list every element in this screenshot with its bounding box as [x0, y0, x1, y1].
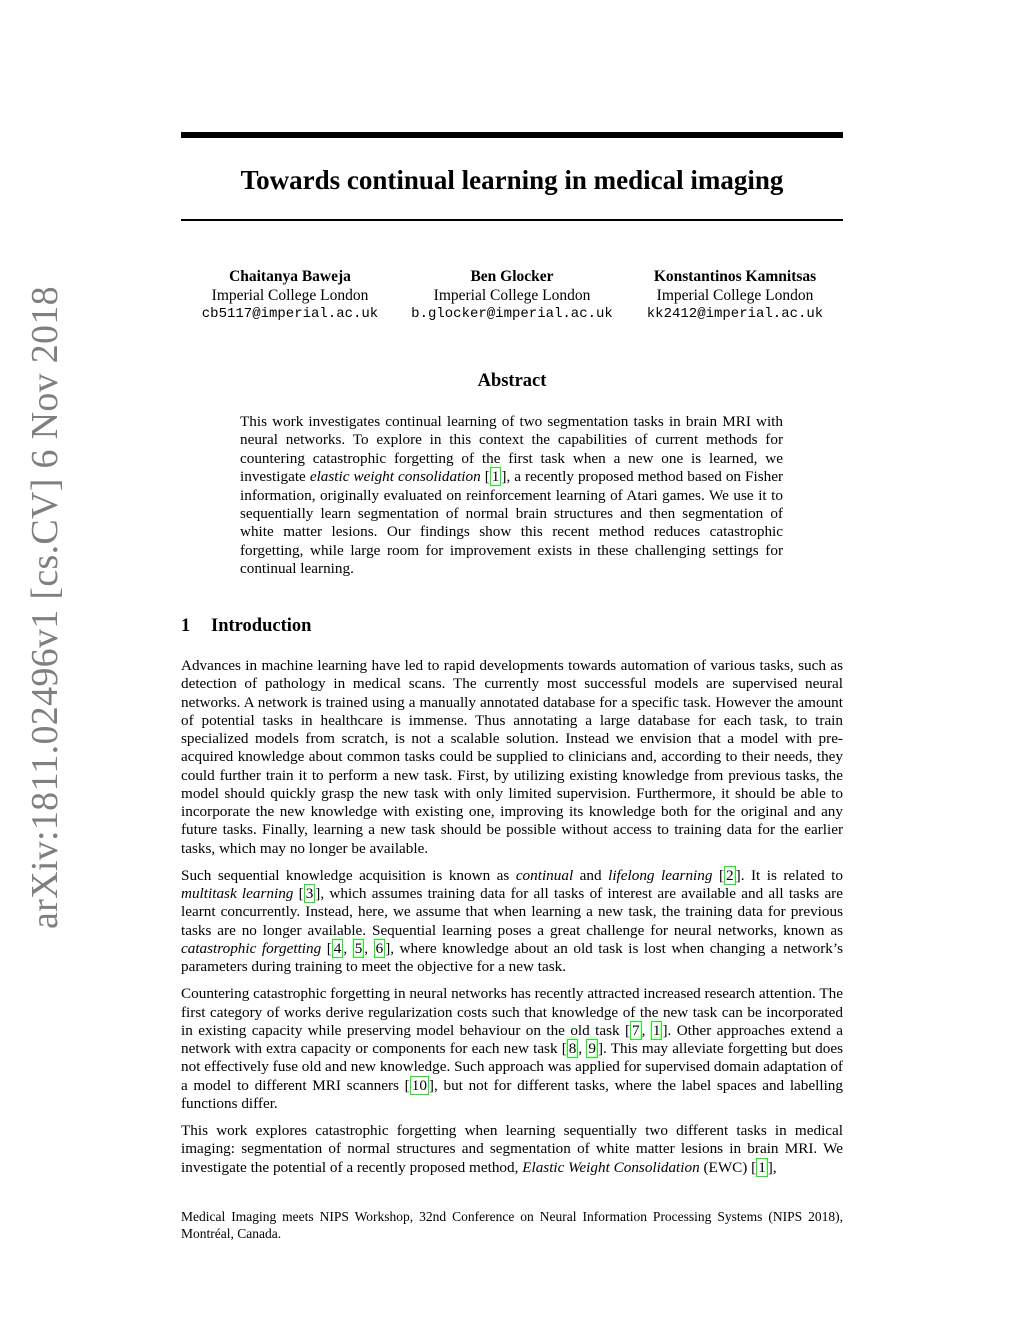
title-top-rule [181, 132, 843, 138]
citation-link[interactable]: 1 [758, 1158, 766, 1176]
author-name: Ben Glocker [470, 268, 554, 285]
author-affiliation: Imperial College London [211, 286, 369, 304]
section-heading [181, 614, 311, 638]
text-run: Countering catastrophic forgetting in neural networks has recently attracted increased research attention. The first category of works derive regularization costs such that knowledge of the new task can be incorporated in existing capacity while preserving model behaviour on the old task [181, 985, 843, 1039]
paper-title: Towards continual learning in medical imaging [240, 165, 784, 195]
section-title: Introduction [211, 616, 312, 636]
citation-link[interactable]: 8 [568, 1040, 577, 1057]
emphasis: Elastic Weight Consolidation [522, 1158, 700, 1176]
citation-link[interactable]: 7 [632, 1021, 640, 1039]
author-block [170, 268, 410, 324]
paragraph: Such sequential knowledge acquisition is known as continual and lifelong learning [ 2 ]. It is related to multitask learning [ 3 ], which assumes training data for all tasks of interest are available and all tasks are learnt concurrently. Instead, here, we assume that when learning a new task, the training data for previous tasks are no longer available. Sequential learning poses a great challenge for neural networks, known as catastrophic forgetting [ 4 , 5 , 6 ], where knowledge about an old task is lost when changing a network’s parameters during training to meet the objective for a new task. [181, 866, 844, 975]
citation-link[interactable]: 5 [354, 939, 363, 957]
citation-link[interactable]: 10 [411, 1076, 427, 1094]
citation-link[interactable]: 6 [375, 939, 384, 957]
paragraph: Countering catastrophic forgetting in neural networks has recently attracted increased research attention. The first category of works derive regularization costs such that knowledge of the new task can be incorporated in existing capacity while preserving model behaviour on the old task [ 7 , 1 ]. Other approaches extend a network with extra capacity or components for each new task [ 8 , 9 ]. This may alleviate forgetting but does not effectively fuse old and new knowledge. Such approach was applied for supervised domain adaptation of a model to different MRI scanners [ 10 ], but not for different tasks, where the label spaces and labelling functions differ. [181, 985, 843, 1112]
author-block [392, 268, 632, 324]
abstract-text: This work investigates continual learning of two segmentation tasks in brain MRI with neural networks. To explore in this context the capabilities of current methods for countering catastrophic forgetting of the first task when a new one is learned, we investigate elastic weight consolidation [ 1 ], a recently proposed method based on Fisher information, originally evaluated on reinforcement learning of Atari games. We use it to sequentially learn segmentation of normal brain structures and then segmentation of white matter lesions. Our findings show this recent method reduces catastrophic forgetting, while large room for improvement exists in these challenging settings for continual learning. [240, 413, 784, 578]
text-run: and [573, 866, 609, 884]
abstract-text-part: This work investigates continual learning of two segmentation tasks in brain MRI with neural networks. To explore in this context the capabilities of current methods for countering catastrophic forgetting of the first task when a new one is learned, we investigate [240, 413, 783, 486]
author-name: Chaitanya Baweja [229, 268, 351, 285]
author-block [615, 268, 855, 324]
text-run: , where knowledge about an old task is lost when changing a network’s parameters during training to meet the objective for a new task. [181, 939, 844, 975]
emphasis: catastrophic forgetting [181, 939, 322, 957]
author-email: cb5117@imperial.ac.uk [201, 306, 379, 322]
citation-link[interactable]: 9 [588, 1040, 596, 1057]
section-number: 1 [181, 616, 191, 636]
author-email: b.glocker@imperial.ac.uk [411, 306, 613, 322]
text-run: , [772, 1158, 777, 1176]
text-run: Such sequential knowledge acquisition is known as [181, 866, 516, 884]
text-run: . Other approaches extend a network with extra capacity or components for each new task [181, 1021, 843, 1057]
citation-link[interactable]: 1 [491, 468, 500, 486]
body-text [181, 657, 843, 1186]
text-run: This work explores catastrophic forgetting when learning sequentially two different tasks in medical imaging: segmentation of normal structures and segmentation of white matter lesions in brain MRI. We investigate the potential of a recently proposed method, [181, 1122, 843, 1176]
citation-link[interactable]: 1 [652, 1021, 661, 1039]
text-run: , but not for different tasks, where the label spaces and labelling functions differ. [181, 1076, 843, 1112]
emphasis: multitask learning [181, 885, 294, 902]
emphasis: lifelong learning [608, 866, 713, 884]
abstract-emphasis: elastic weight consolidation [309, 468, 481, 486]
title-bottom-rule [181, 219, 843, 221]
citation-link[interactable]: 4 [333, 939, 342, 957]
emphasis: continual [515, 866, 574, 884]
author-affiliation: Imperial College London [656, 286, 814, 304]
abstract-text-part: , a recently proposed method based on Fisher information, originally evaluated on reinforcement learning of Atari games. We use it to sequentially learn segmentation of normal brain structures and then segmentation of white matter lesions. Our findings show this recent method reduces catastrophic forgetting, while large room for improvement exists in these challenging settings for continual learning. [240, 468, 784, 578]
text-run: (EWC) [699, 1158, 752, 1176]
author-email: kk2412@imperial.ac.uk [646, 306, 824, 322]
paragraph: Advances in machine learning have led to rapid developments towards automation of various tasks, such as detection of pathology in medical scans. The currently most successful models are supervised neural networks. A network is trained using a manually annotated database for a specific task. However the amount of potential tasks in healthcare is immense. Thus annotating a large database for each task, to train specialized models from scratch, is not a scalable solution. Instead we envision that a model with pre-acquired knowledge about common tasks could be supplied to clinicians and, according to their needs, they could further train it to perform a new task. First, by utilizing existing knowledge from previous tasks, the model should quickly grasp the new task with only limited supervision. Furthermore, it should be able to incorporate the new knowledge with existing one, improving its knowledge both for the original and any future tasks. Finally, learning a new task should be possible without access to training data for the earlier tasks, which may no longer be available. [181, 657, 843, 857]
citation-link[interactable]: 2 [726, 866, 734, 884]
author-affiliation: Imperial College London [433, 286, 591, 304]
text-run: . This may alleviate forgetting but does not effectively fuse old and new knowledge. Such approach was applied for supervised domain adaptation of a model to different MRI scanners [181, 1040, 843, 1094]
text-run: , which assumes training data for all tasks of interest are available and all tasks are learnt concurrently. Instead, here, we assume that when learning a new task, the training data for previous tasks are no longer available. Sequential learning poses a great challenge for neural networks, known as [181, 885, 843, 939]
arxiv-stamp: arXiv:1811.02496v1 [cs.CV] 6 Nov 2018 [24, 286, 66, 929]
abstract-text-part [481, 468, 485, 485]
citation-link[interactable]: 3 [305, 885, 314, 902]
abstract-heading: Abstract [477, 371, 547, 391]
paragraph: This work explores catastrophic forgetting when learning sequentially two different tasks in medical imaging: segmentation of normal structures and segmentation of white matter lesions in brain MRI. We investigate the potential of a recently proposed method, Elastic Weight Consolidation (EWC) [ 1 ], [181, 1122, 843, 1176]
author-name: Konstantinos Kamnitsas [653, 268, 817, 285]
text-run: . It is related to [740, 866, 843, 884]
venue-footnote: Medical Imaging meets NIPS Workshop, 32nd Conference on Neural Information Processing Systems (NIPS 2018), Montréal, Canada. [181, 1209, 843, 1241]
